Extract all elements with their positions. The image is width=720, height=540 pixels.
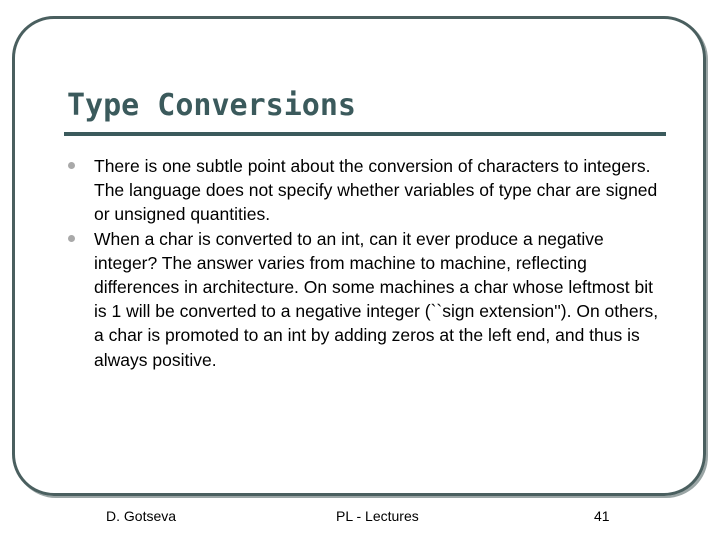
footer-page-number: 41 [594, 508, 610, 524]
slide-title: Type Conversions [67, 88, 356, 123]
title-underline [64, 132, 666, 136]
footer-course: PL - Lectures [336, 508, 419, 524]
bullet-item [66, 154, 666, 227]
bullet-list [66, 154, 666, 372]
footer-author: D. Gotseva [106, 508, 177, 524]
bullet-item [66, 227, 666, 372]
bullet-text: There is one subtle point about the conversion of characters to integers. The language does not specify whether variables of type char are signed or unsigned quantities. [94, 156, 658, 225]
bullet-dot-icon [68, 235, 75, 242]
bullet-dot-icon [68, 162, 75, 169]
bullet-text: When a char is converted to an int, can it ever produce a negative integer? The answer varies from machine to machine, reflecting differences in architecture. On some machines a char whose leftmost bit is 1 will be converted to a negative integer (``sign extension''). On others, a char is promoted to an int by adding zeros at the left end, and thus is always positive. [94, 228, 659, 370]
